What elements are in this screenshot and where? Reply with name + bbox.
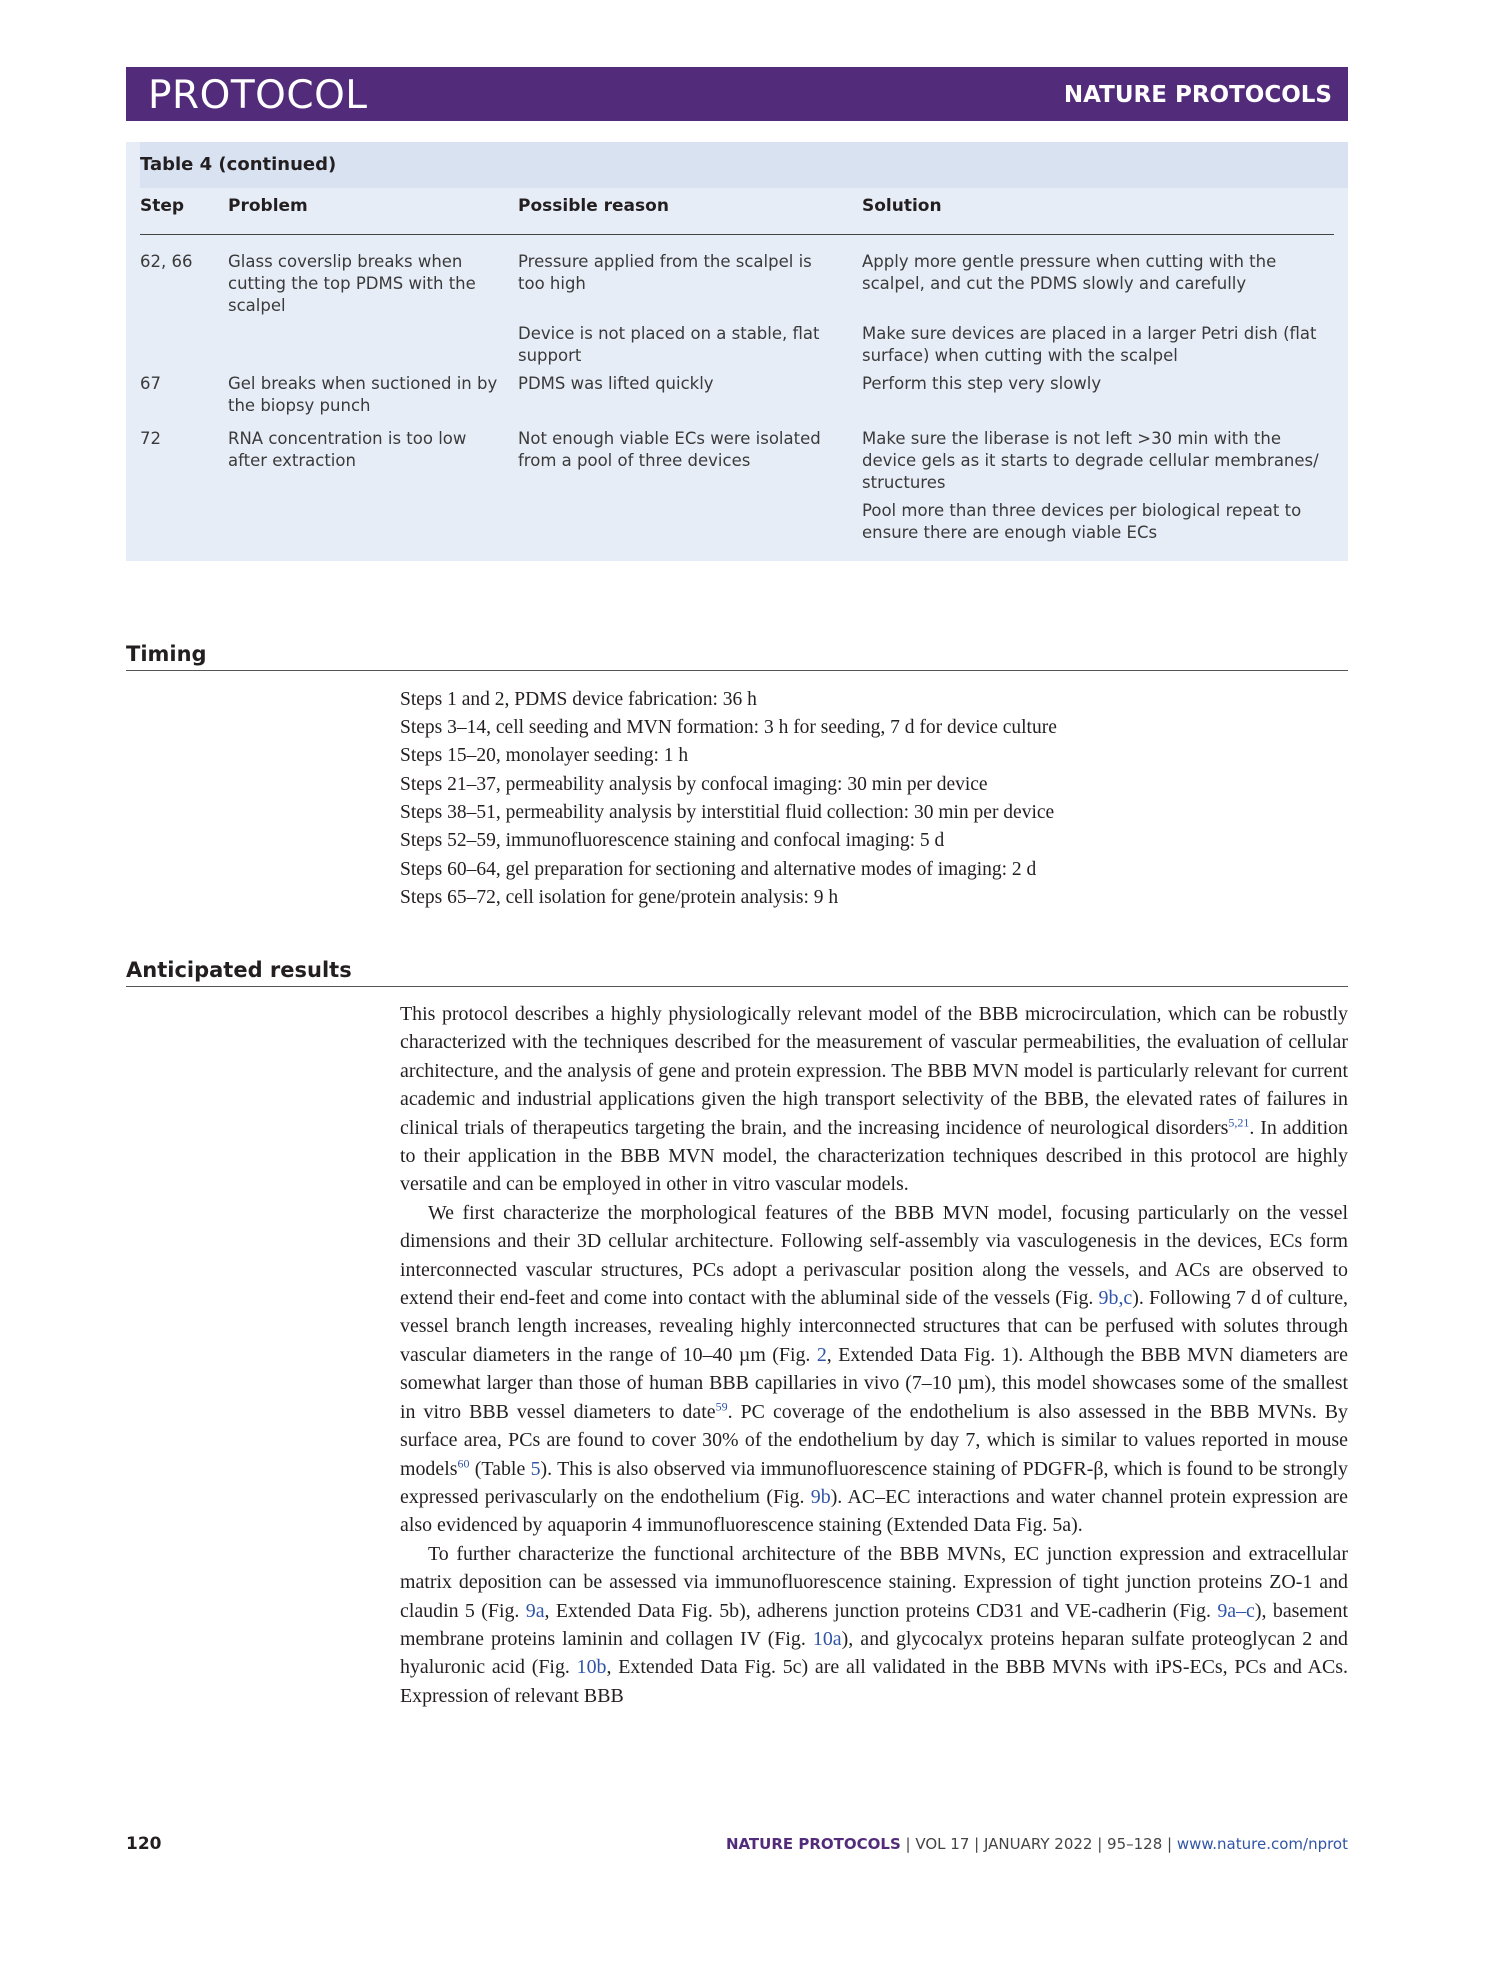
- table-cell-solution: Apply more gentle pressure when cutting with the scalpel, and cut the PDMS slowly and carefully: [862, 252, 1277, 293]
- figure-link[interactable]: 9b: [810, 1485, 831, 1508]
- table-cell-solution: Make sure the liberase is not left >30 min with the device gels as it starts to degrade cellular membranes/ structures: [862, 429, 1319, 492]
- figure-link[interactable]: 9a: [525, 1599, 545, 1622]
- text-span: . PC coverage of the endothelium is also assessed in the BBB MVNs. By surface area, PCs are found to cover 30% of the endothelium by day 7, which is similar to values reported in mouse models: [400, 1400, 1348, 1480]
- timing-heading: Timing: [126, 642, 207, 666]
- footer-separator: |: [1092, 1835, 1108, 1853]
- timing-line: Steps 52–59, immunofluorescence staining and confocal imaging: 5 d: [400, 830, 945, 851]
- timing-line: Steps 60–64, gel preparation for sectioning and alternative modes of imaging: 2 d: [400, 859, 1037, 880]
- footer-pages: 95–128: [1107, 1835, 1163, 1853]
- figure-link[interactable]: 10a: [812, 1627, 842, 1650]
- anticipated-results-heading: Anticipated results: [126, 958, 352, 982]
- text-span: ). This is also observed via immunofluorescence staining of PDGFR-β, which is found to be strongly expressed perivascularly on the endothelium (Fig.: [400, 1457, 1348, 1508]
- column-header-reason: Possible reason: [518, 196, 669, 216]
- footer-url-link[interactable]: www.nature.com/nprot: [1176, 1835, 1348, 1853]
- journal-name-label: NATURE PROTOCOLS: [1063, 82, 1332, 108]
- paragraph-2: [400, 1199, 1348, 1540]
- table-header-rule: [140, 234, 1334, 235]
- text-span: (Table: [469, 1457, 531, 1480]
- citation-ref[interactable]: 60: [457, 1455, 470, 1470]
- table-cell-problem: RNA concentration is too low after extraction: [228, 429, 467, 470]
- footer-journal: NATURE PROTOCOLS: [725, 1835, 901, 1853]
- timing-line: Steps 1 and 2, PDMS device fabrication: 36 h: [400, 689, 757, 710]
- table-cell-problem: Glass coverslip breaks when cutting the top PDMS with the scalpel: [228, 252, 476, 315]
- figure-link[interactable]: 10b: [576, 1656, 607, 1679]
- timing-line: Steps 3–14, cell seeding and MVN formation: 3 h for seeding, 7 d for device culture: [400, 717, 1057, 738]
- text-span: This protocol describes a highly physiologically relevant model of the BBB microcirculation, which can be robustly characterized with the techniques described for the measurement of vascular permeabilities, the evaluation of cellular architecture, and the analysis of gene and protein expression. The BBB MVN model is particularly relevant for current academic and industrial applications given the high transport selectivity of the BBB, the elevated rates of failures in clinical trials of therapeutics targeting the brain, and the increasing incidence of neurological disorders: [400, 1003, 1348, 1139]
- table-cell-reason: Pressure applied from the scalpel is too high: [518, 252, 812, 293]
- text-span: , Extended Data Fig. 1). Although the BBB MVN diameters are somewhat larger than those of human BBB capillaries in vivo (7–10 µm), this model showcases some of the smallest in vitro BBB vessel diameters to date: [400, 1343, 1348, 1423]
- column-header-problem: Problem: [228, 196, 308, 216]
- figure-link[interactable]: 9b,c: [1098, 1287, 1133, 1310]
- text-span: We first characterize the morphological features of the BBB MVN model, focusing particularly on the vessel dimensions and their 3D cellular architecture. Following self-assembly via vasculogenesis in the devices, ECs form interconnected vascular structures, PCs adopt a perivascular position along the vessels, and ACs are observed to extend their end-feet and come into contact with the abluminal side of the vessels (Fig.: [400, 1201, 1348, 1310]
- text-span: , Extended Data Fig. 5b), adherens junction proteins CD31 and VE-cadherin (Fig.: [544, 1599, 1218, 1622]
- paragraph-1: [400, 1000, 1348, 1199]
- troubleshooting-table: [126, 142, 1348, 561]
- footer-date: JANUARY 2022: [984, 1835, 1093, 1853]
- footer-separator: |: [969, 1835, 984, 1853]
- citation-ref[interactable]: 59: [715, 1399, 728, 1414]
- text-span: ). AC–EC interactions and water channel protein expression are also evidenced by aquaporin 4 immunofluorescence staining (Extended Data Fig. 5a).: [400, 1485, 1348, 1537]
- table-cell-solution: Make sure devices are placed in a larger Petri dish (flat surface) when cutting with the scalpel: [862, 324, 1317, 365]
- text-span: , Extended Data Fig. 5c) are all validated in the BBB MVNs with iPS-ECs, PCs and ACs. Expression of relevant BBB: [400, 1656, 1348, 1707]
- citation-ref[interactable]: 5,21: [1228, 1115, 1250, 1129]
- section-type-label: PROTOCOL: [148, 73, 368, 118]
- anticipated-results-body: [400, 1000, 1348, 1710]
- timing-line: Steps 38–51, permeability analysis by interstitial fluid collection: 30 min per device: [400, 802, 1055, 823]
- table-cell-step: 67: [140, 374, 161, 393]
- table-cell-problem: Gel breaks when suctioned in by the biopsy punch: [228, 374, 498, 415]
- table-cell-reason: PDMS was lifted quickly: [518, 374, 714, 393]
- anticipated-results-heading-rule: [126, 986, 1348, 987]
- footer-separator: |: [1162, 1835, 1177, 1853]
- text-span: . In addition to their application in the BBB MVN model, the characterization techniques described in this protocol are highly versatile and can be employed in other in vitro vascular models.: [400, 1116, 1348, 1196]
- text-span: ), basement membrane proteins laminin and collagen IV (Fig.: [400, 1599, 1348, 1650]
- column-header-step: Step: [140, 196, 185, 216]
- figure-link[interactable]: 9a–c: [1217, 1599, 1255, 1622]
- timing-line: Steps 15–20, monolayer seeding: 1 h: [400, 745, 689, 766]
- column-header-solution: Solution: [862, 196, 942, 216]
- footer-separator: |: [900, 1835, 916, 1853]
- paragraph-3: [400, 1540, 1348, 1710]
- timing-heading-rule: [126, 670, 1348, 671]
- timing-line: Steps 21–37, permeability analysis by confocal imaging: 30 min per device: [400, 774, 988, 795]
- text-span: ), and glycocalyx proteins heparan sulfate proteoglycan 2 and hyaluronic acid (Fig.: [400, 1627, 1348, 1679]
- table-cell-step: 72: [140, 429, 161, 448]
- table-link[interactable]: 5: [530, 1457, 541, 1480]
- table-caption: Table 4 (continued): [140, 142, 1348, 188]
- journal-header-band: [126, 67, 1348, 121]
- figure-link[interactable]: 2: [816, 1343, 827, 1366]
- text-span: ). Following 7 d of culture, vessel branch length increases, revealing highly interconnected structures that can be perfused with solutes through vascular diameters in the range of 10–40 µm (Fig.: [400, 1287, 1349, 1366]
- table-cell-solution: Pool more than three devices per biological repeat to ensure there are enough viable ECs: [862, 501, 1302, 542]
- text-span: To further characterize the functional architecture of the BBB MVNs, EC junction expression and extracellular matrix deposition can be assessed via immunofluorescence staining. Expression of tight junction proteins ZO-1 and claudin 5 (Fig.: [400, 1542, 1348, 1622]
- footer-volume: VOL 17: [915, 1835, 970, 1853]
- table-cell-solution: Perform this step very slowly: [862, 374, 1102, 393]
- footer-citation: [726, 1835, 1348, 1853]
- timing-line: Steps 65–72, cell isolation for gene/protein analysis: 9 h: [400, 887, 839, 908]
- table-cell-reason: Device is not placed on a stable, flat support: [518, 324, 820, 365]
- table-cell-reason: Not enough viable ECs were isolated from a pool of three devices: [518, 429, 821, 470]
- table-cell-step: 62, 66: [140, 252, 193, 271]
- page-number: 120: [126, 1834, 162, 1854]
